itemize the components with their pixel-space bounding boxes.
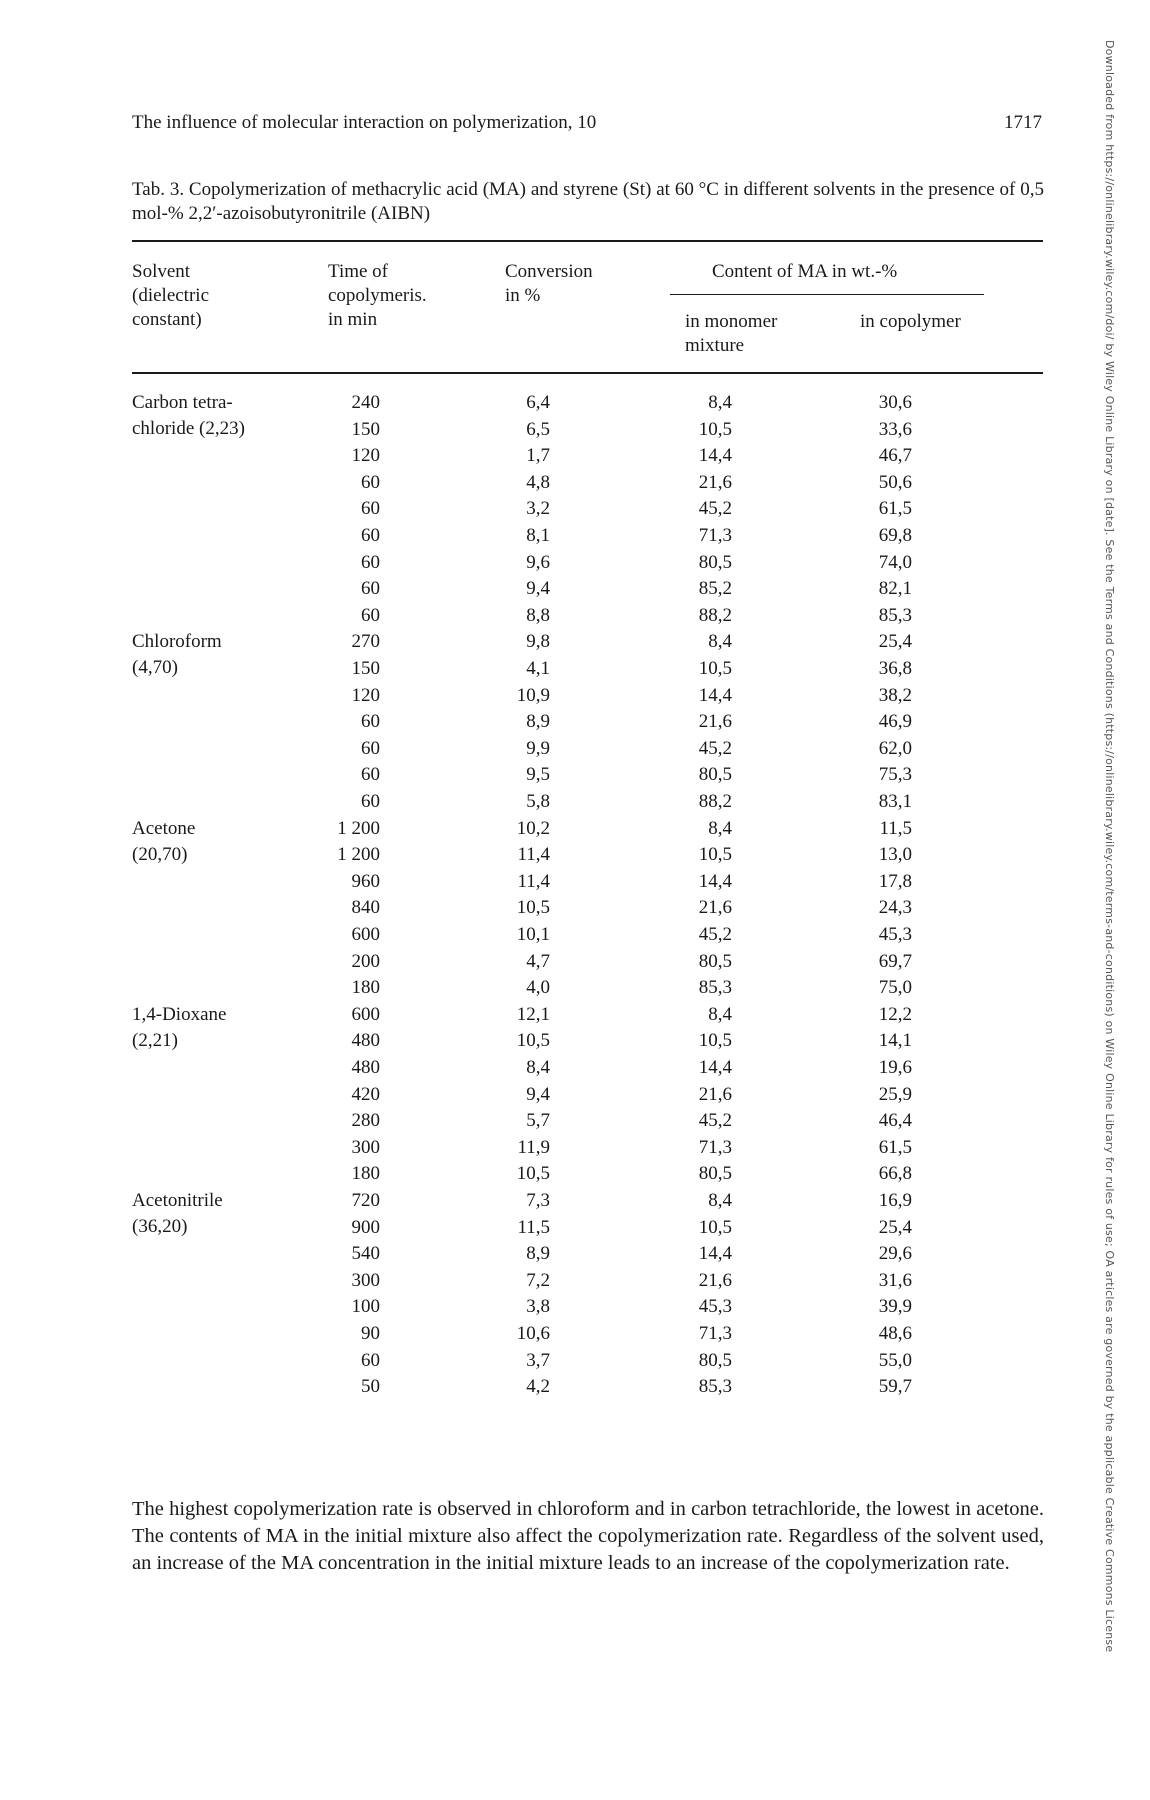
time-cell: 600 xyxy=(351,1003,380,1025)
conversion-cell: 4,1 xyxy=(526,658,550,679)
monomer-cell: 80,5 xyxy=(698,764,732,786)
page-number: 1717 xyxy=(1004,112,1042,133)
copolymer-cell: 16,9 xyxy=(878,1190,912,1211)
copolymer-cell: 48,6 xyxy=(878,1323,912,1344)
time-cell: 120 xyxy=(351,684,380,706)
conversion-cell: 10,5 xyxy=(516,1030,550,1052)
time-cell: 280 xyxy=(351,1110,380,1132)
time-cell: 60 xyxy=(361,525,380,546)
conversion-cell: 4,7 xyxy=(526,950,550,972)
copolymer-cell: 24,3 xyxy=(878,897,912,919)
monomer-cell: 45,2 xyxy=(698,737,732,759)
monomer-cell: 14,4 xyxy=(698,1243,732,1265)
copolymer-cell: 59,7 xyxy=(878,1376,912,1398)
copolymer-cell: 46,7 xyxy=(878,445,912,467)
monomer-cell: 10,5 xyxy=(698,418,732,440)
time-cell: 300 xyxy=(351,1136,380,1158)
copolymer-cell: 31,6 xyxy=(878,1269,912,1291)
time-cell: 420 xyxy=(351,1083,380,1105)
time-cell: 150 xyxy=(351,418,380,440)
copolymer-cell: 46,9 xyxy=(878,711,912,733)
copolymer-cell: 83,1 xyxy=(878,791,912,812)
conversion-cell: 9,9 xyxy=(526,737,550,759)
header-content: Content of MA in wt.-% xyxy=(712,261,898,282)
monomer-cell: 45,2 xyxy=(698,924,732,945)
copolymer-cell: 19,6 xyxy=(878,1057,912,1078)
conversion-cell: 9,4 xyxy=(526,1083,550,1105)
copolymer-cell: 85,3 xyxy=(878,604,912,626)
monomer-cell: 85,3 xyxy=(698,1376,732,1398)
header-monomer: in monomer mixture xyxy=(685,311,778,356)
monomer-cell: 71,3 xyxy=(698,1136,732,1158)
header-content-rule xyxy=(670,294,984,295)
conversion-cell: 7,3 xyxy=(526,1190,550,1211)
monomer-cell: 45,2 xyxy=(698,1110,732,1132)
solvent-label: Chloroform (4,70) xyxy=(132,631,222,679)
time-cell: 60 xyxy=(361,1349,380,1371)
header-copolymer: in copolymer xyxy=(860,311,961,332)
solvent-label: 1,4-Dioxane (2,21) xyxy=(132,1003,227,1051)
monomer-cell: 88,2 xyxy=(698,604,732,626)
copolymer-cell: 75,0 xyxy=(878,977,912,999)
conversion-cell: 10,6 xyxy=(516,1323,550,1344)
copolymer-cell: 17,8 xyxy=(878,870,912,892)
time-cell: 300 xyxy=(351,1269,380,1291)
monomer-cell: 21,6 xyxy=(698,1083,732,1105)
copolymer-cell: 75,3 xyxy=(878,764,912,786)
conversion-cell: 9,8 xyxy=(526,631,550,653)
conversion-cell: 11,9 xyxy=(517,1136,550,1158)
copolymer-cell: 12,2 xyxy=(878,1003,912,1025)
solvent-label: Acetone (20,70) xyxy=(132,817,196,865)
conversion-cell: 1,7 xyxy=(526,445,550,467)
time-cell: 180 xyxy=(351,977,380,999)
monomer-cell: 45,3 xyxy=(698,1296,732,1318)
copolymer-cell: 45,3 xyxy=(878,924,912,945)
time-cell: 960 xyxy=(351,870,380,892)
time-cell: 60 xyxy=(361,791,380,812)
monomer-cell: 88,2 xyxy=(698,791,732,812)
copolymer-cell: 66,8 xyxy=(878,1163,912,1185)
conversion-cell: 3,7 xyxy=(526,1349,550,1371)
copolymer-cell: 25,9 xyxy=(878,1083,912,1105)
conversion-cell: 11,4 xyxy=(517,844,550,866)
time-cell: 1 200 xyxy=(337,817,380,839)
monomer-cell: 10,5 xyxy=(698,1030,732,1052)
monomer-cell: 14,4 xyxy=(698,684,732,706)
time-cell: 60 xyxy=(361,578,380,600)
time-cell: 540 xyxy=(351,1243,380,1265)
download-notice xyxy=(1094,40,1118,1760)
monomer-cell: 85,3 xyxy=(698,977,732,999)
time-cell: 840 xyxy=(351,897,380,919)
conversion-cell: 5,7 xyxy=(526,1110,550,1132)
time-cell: 60 xyxy=(361,604,380,626)
running-title: The influence of molecular interaction on polymerization, 10 xyxy=(132,112,597,133)
copolymer-cell: 55,0 xyxy=(878,1349,912,1371)
copolymer-cell: 33,6 xyxy=(878,418,912,440)
conversion-cell: 11,5 xyxy=(517,1216,550,1238)
copolymer-cell: 74,0 xyxy=(878,551,912,573)
monomer-cell: 21,6 xyxy=(698,1269,732,1291)
time-cell: 1 200 xyxy=(337,844,380,866)
monomer-cell: 8,4 xyxy=(708,1190,732,1211)
header-solvent: Solvent (dielectric constant) xyxy=(132,261,210,330)
time-cell: 180 xyxy=(351,1163,380,1185)
monomer-cell: 80,5 xyxy=(698,950,732,972)
monomer-cell: 21,6 xyxy=(698,471,732,493)
conversion-cell: 8,9 xyxy=(526,711,550,733)
conversion-cell: 8,4 xyxy=(526,1057,550,1078)
conversion-cell: 8,1 xyxy=(526,525,550,546)
time-cell: 240 xyxy=(351,392,380,413)
copolymer-cell: 36,8 xyxy=(878,658,912,679)
download-notice-text: Downloaded from https://onlinelibrary.wiley.com/doi/ by Wiley Online Library on [date]. See the Terms and Conditions (https://onlinelibrary.wiley.com/terms-and-conditions) on Wiley Online Library for rules of use; OA articles are governed by the applicable Creative Commons License xyxy=(1103,40,1116,1653)
copolymer-cell: 39,9 xyxy=(878,1296,912,1318)
copolymer-cell: 25,4 xyxy=(878,1216,912,1238)
conversion-cell: 9,6 xyxy=(526,551,550,573)
solvent-label: Acetonitrile (36,20) xyxy=(132,1190,223,1237)
header-time: Time of copolymeris. in min xyxy=(328,261,427,330)
time-cell: 200 xyxy=(351,950,380,972)
header-conversion: Conversion in % xyxy=(505,261,593,306)
conversion-cell: 10,9 xyxy=(516,684,550,706)
conversion-cell: 12,1 xyxy=(516,1003,550,1025)
conversion-cell: 11,4 xyxy=(517,870,550,892)
monomer-cell: 21,6 xyxy=(698,897,732,919)
running-header xyxy=(132,112,1042,142)
conversion-cell: 10,5 xyxy=(516,1163,550,1185)
conversion-cell: 4,2 xyxy=(526,1376,550,1398)
conversion-cell: 9,4 xyxy=(526,578,550,600)
time-cell: 90 xyxy=(361,1323,380,1344)
monomer-cell: 10,5 xyxy=(698,1216,732,1238)
body-paragraph: The highest copolymerization rate is observed in chloroform and in carbon tetrachloride, the lowest in acetone. The contents of MA in the initial mixture also affect the copolymerization rate. Regardless of the solvent used, an increase of the MA concentration in the initial mixture leads to an increase of the copolymerization rate. xyxy=(132,1498,1044,1574)
time-cell: 600 xyxy=(351,924,380,945)
monomer-cell: 10,5 xyxy=(698,844,732,866)
copolymer-cell: 50,6 xyxy=(878,471,912,493)
monomer-cell: 71,3 xyxy=(698,1323,732,1344)
conversion-cell: 4,0 xyxy=(526,977,550,999)
time-cell: 120 xyxy=(351,445,380,467)
copolymer-cell: 61,5 xyxy=(878,1136,912,1158)
time-cell: 100 xyxy=(351,1296,380,1318)
copolymer-cell: 29,6 xyxy=(878,1243,912,1265)
copolymer-cell: 46,4 xyxy=(878,1110,912,1132)
monomer-cell: 45,2 xyxy=(698,498,732,520)
conversion-cell: 6,5 xyxy=(526,418,550,440)
conversion-cell: 5,8 xyxy=(526,791,550,812)
monomer-cell: 14,4 xyxy=(698,445,732,467)
monomer-cell: 80,5 xyxy=(698,551,732,573)
conversion-cell: 10,2 xyxy=(516,817,550,839)
monomer-cell: 8,4 xyxy=(708,1003,732,1025)
monomer-cell: 14,4 xyxy=(698,1057,732,1078)
time-cell: 900 xyxy=(351,1216,380,1238)
monomer-cell: 8,4 xyxy=(708,631,732,653)
copolymer-cell: 69,7 xyxy=(878,950,912,972)
copolymer-cell: 82,1 xyxy=(878,578,912,600)
conversion-cell: 8,8 xyxy=(526,604,550,626)
copolymer-cell: 13,0 xyxy=(878,844,912,866)
monomer-cell: 85,2 xyxy=(698,578,732,600)
monomer-cell: 80,5 xyxy=(698,1349,732,1371)
conversion-cell: 3,2 xyxy=(526,498,550,520)
copolymer-cell: 25,4 xyxy=(878,631,912,653)
monomer-cell: 71,3 xyxy=(698,525,732,546)
copolymer-cell: 30,6 xyxy=(878,392,912,413)
time-cell: 720 xyxy=(351,1190,380,1211)
monomer-cell: 21,6 xyxy=(698,711,732,733)
time-cell: 60 xyxy=(361,551,380,573)
monomer-cell: 80,5 xyxy=(698,1163,732,1185)
conversion-cell: 9,5 xyxy=(526,764,550,786)
time-cell: 60 xyxy=(361,498,380,520)
time-cell: 480 xyxy=(351,1057,380,1078)
conversion-cell: 6,4 xyxy=(526,392,550,413)
time-cell: 60 xyxy=(361,764,380,786)
copolymer-cell: 69,8 xyxy=(878,525,912,546)
copolymer-cell: 14,1 xyxy=(878,1030,912,1052)
time-cell: 480 xyxy=(351,1030,380,1052)
solvent-label: Carbon tetra- chloride (2,23) xyxy=(132,392,245,439)
conversion-cell: 10,5 xyxy=(516,897,550,919)
monomer-cell: 14,4 xyxy=(698,870,732,892)
copolymer-cell: 38,2 xyxy=(878,684,912,706)
conversion-cell: 4,8 xyxy=(526,471,550,493)
monomer-cell: 8,4 xyxy=(708,817,732,839)
table-caption: Tab. 3. Copolymerization of methacrylic acid (MA) and styrene (St) at 60 °C in different solvents in the presence of 0,5 mol-% 2,2′-azoisobutyronitrile (AIBN) xyxy=(132,179,1044,224)
time-cell: 60 xyxy=(361,471,380,493)
copolymer-cell: 61,5 xyxy=(878,498,912,520)
conversion-cell: 3,8 xyxy=(526,1296,550,1318)
conversion-cell: 7,2 xyxy=(526,1269,550,1291)
time-cell: 60 xyxy=(361,737,380,759)
time-cell: 50 xyxy=(361,1376,380,1398)
conversion-cell: 10,1 xyxy=(516,924,550,945)
table-header-rule xyxy=(132,372,1043,374)
conversion-cell: 8,9 xyxy=(526,1243,550,1265)
monomer-cell: 10,5 xyxy=(698,658,732,679)
time-cell: 150 xyxy=(351,658,380,679)
time-cell: 270 xyxy=(351,631,380,653)
time-cell: 60 xyxy=(361,711,380,733)
copolymer-cell: 11,5 xyxy=(879,817,912,839)
copolymer-cell: 62,0 xyxy=(878,737,912,759)
monomer-cell: 8,4 xyxy=(708,392,732,413)
table-top-rule xyxy=(132,240,1043,242)
